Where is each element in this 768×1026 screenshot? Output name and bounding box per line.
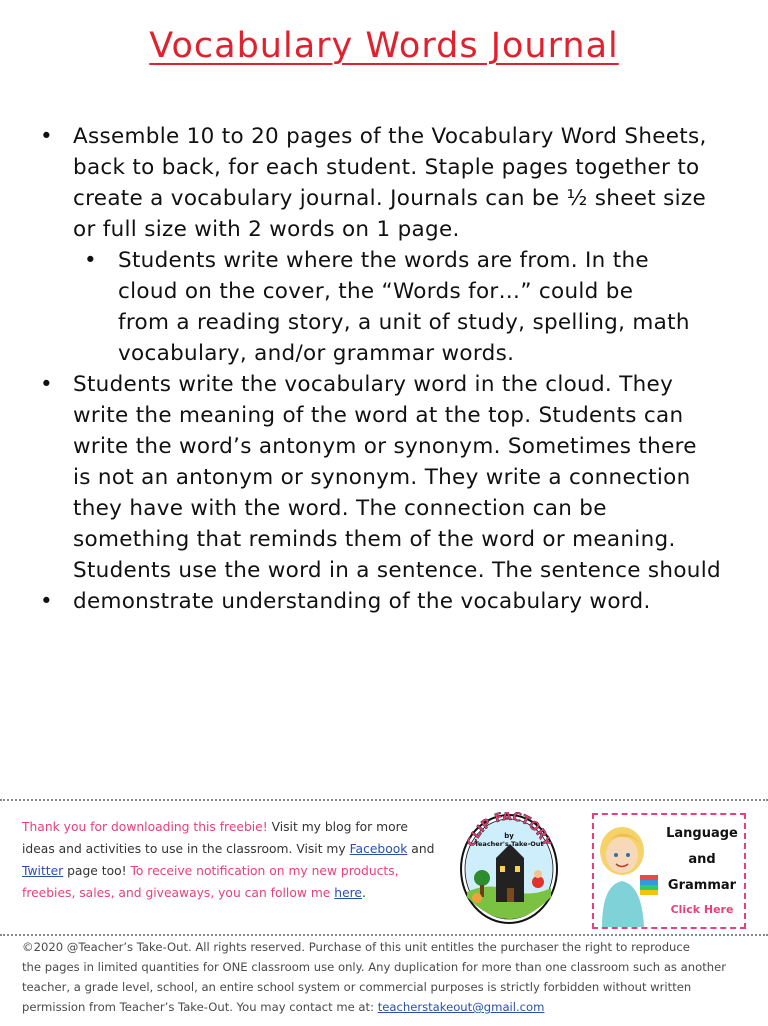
list-item xyxy=(40,369,740,586)
copyright-contact-text: permission from Teacher’s Take-Out. You may contact me at: xyxy=(22,1000,378,1014)
list-line: Students write the vocabulary word in the cloud. They xyxy=(73,372,674,397)
promo-title-line: Grammar xyxy=(667,878,737,893)
list-line: create a vocabulary journal. Journals can be ½ sheet size xyxy=(73,186,707,211)
facebook-link[interactable]: Facebook xyxy=(349,842,408,856)
blog-text-2: ideas and activities to use in the classroom. Visit my xyxy=(22,842,350,856)
sub-list-item xyxy=(40,245,740,369)
copyright-line: ©2020 @Teacher’s Take-Out. All rights reserved. Purchase of this unit entitles the purchaser the right to reproduce xyxy=(22,940,690,954)
copyright-line: teacher, a grade level, school, an entire school system or commercial purposes is strictly forbidden without written xyxy=(22,980,692,994)
thanks-text: Thank you for downloading this freebie! xyxy=(22,820,268,834)
and-text: and xyxy=(407,842,435,856)
teacher-illustration-icon xyxy=(594,815,664,927)
bullet-icon: • xyxy=(40,372,53,397)
bullet-icon: • xyxy=(84,248,97,273)
footer-message xyxy=(22,816,442,904)
list-line: they have with the word. The connection can be xyxy=(73,496,607,521)
copyright-notice xyxy=(0,934,768,1026)
list-line: is not an antonym or synonym. They write a connection xyxy=(73,465,691,490)
click-here-link[interactable]: Click Here xyxy=(670,903,734,916)
footer-line xyxy=(22,860,442,882)
footer-line xyxy=(22,816,442,838)
list-line: write the word’s antonym or synonym. Sometimes there xyxy=(73,434,697,459)
list-line: Students use the word in a sentence. The sentence should xyxy=(73,558,721,583)
clip-factory-title-text: CLIP FACTORY xyxy=(463,812,555,849)
list-line: demonstrate understanding of the vocabulary word. xyxy=(73,589,651,614)
promo-title-line: and xyxy=(688,852,716,867)
list-line: or full size with 2 words on 1 page. xyxy=(73,217,460,242)
list-line: something that reminds them of the word or meaning. xyxy=(73,527,676,552)
list-line: from a reading story, a unit of study, spelling, math xyxy=(118,310,690,335)
list-line: Assemble 10 to 20 pages of the Vocabulary Word Sheets, xyxy=(73,124,707,149)
promo-title xyxy=(660,821,744,899)
promo-title-line: Language xyxy=(666,826,738,841)
instruction-list xyxy=(40,121,740,617)
list-line: back to back, for each student. Staple pages together to xyxy=(73,155,700,180)
footer-line xyxy=(22,838,442,860)
clip-factory-badge-graphic xyxy=(458,812,560,926)
notify-text-2: freebies, sales, and giveaways, you can follow me xyxy=(22,886,335,900)
bullet-icon: • xyxy=(40,589,53,614)
period-text: . xyxy=(362,886,366,900)
list-line: cloud on the cover, the “Words for…” could be xyxy=(118,279,634,304)
copyright-line: the pages in limited quantities for ONE classroom use only. Any duplication for more than one classroom such as another xyxy=(22,960,726,974)
language-grammar-promo[interactable] xyxy=(592,813,746,929)
footer-line xyxy=(22,882,442,904)
list-line: vocabulary, and/or grammar words. xyxy=(118,341,515,366)
copyright-line xyxy=(22,997,768,1017)
clip-factory-author-text: Teacher's Take-Out xyxy=(474,840,544,848)
page-too-text: page too! xyxy=(63,864,127,878)
list-line: Students write where the words are from. In the xyxy=(118,248,649,273)
list-item xyxy=(40,121,740,245)
footer-divider xyxy=(0,799,768,801)
blog-text: Visit my blog for more xyxy=(267,820,409,834)
bullet-icon: • xyxy=(40,124,53,149)
twitter-link[interactable]: Twitter xyxy=(22,864,64,878)
follow-here-link[interactable]: here xyxy=(334,886,362,900)
list-item xyxy=(40,586,740,617)
notify-text: To receive notification on my new products, xyxy=(126,864,399,878)
clip-factory-logo[interactable] xyxy=(458,812,560,926)
page-title: Vocabulary Words Journal xyxy=(149,26,619,66)
email-link[interactable]: teacherstakeout@gmail.com xyxy=(377,1000,545,1014)
clip-factory-by-text: by xyxy=(504,832,514,840)
list-line: write the meaning of the word at the top. Students can xyxy=(73,403,684,428)
